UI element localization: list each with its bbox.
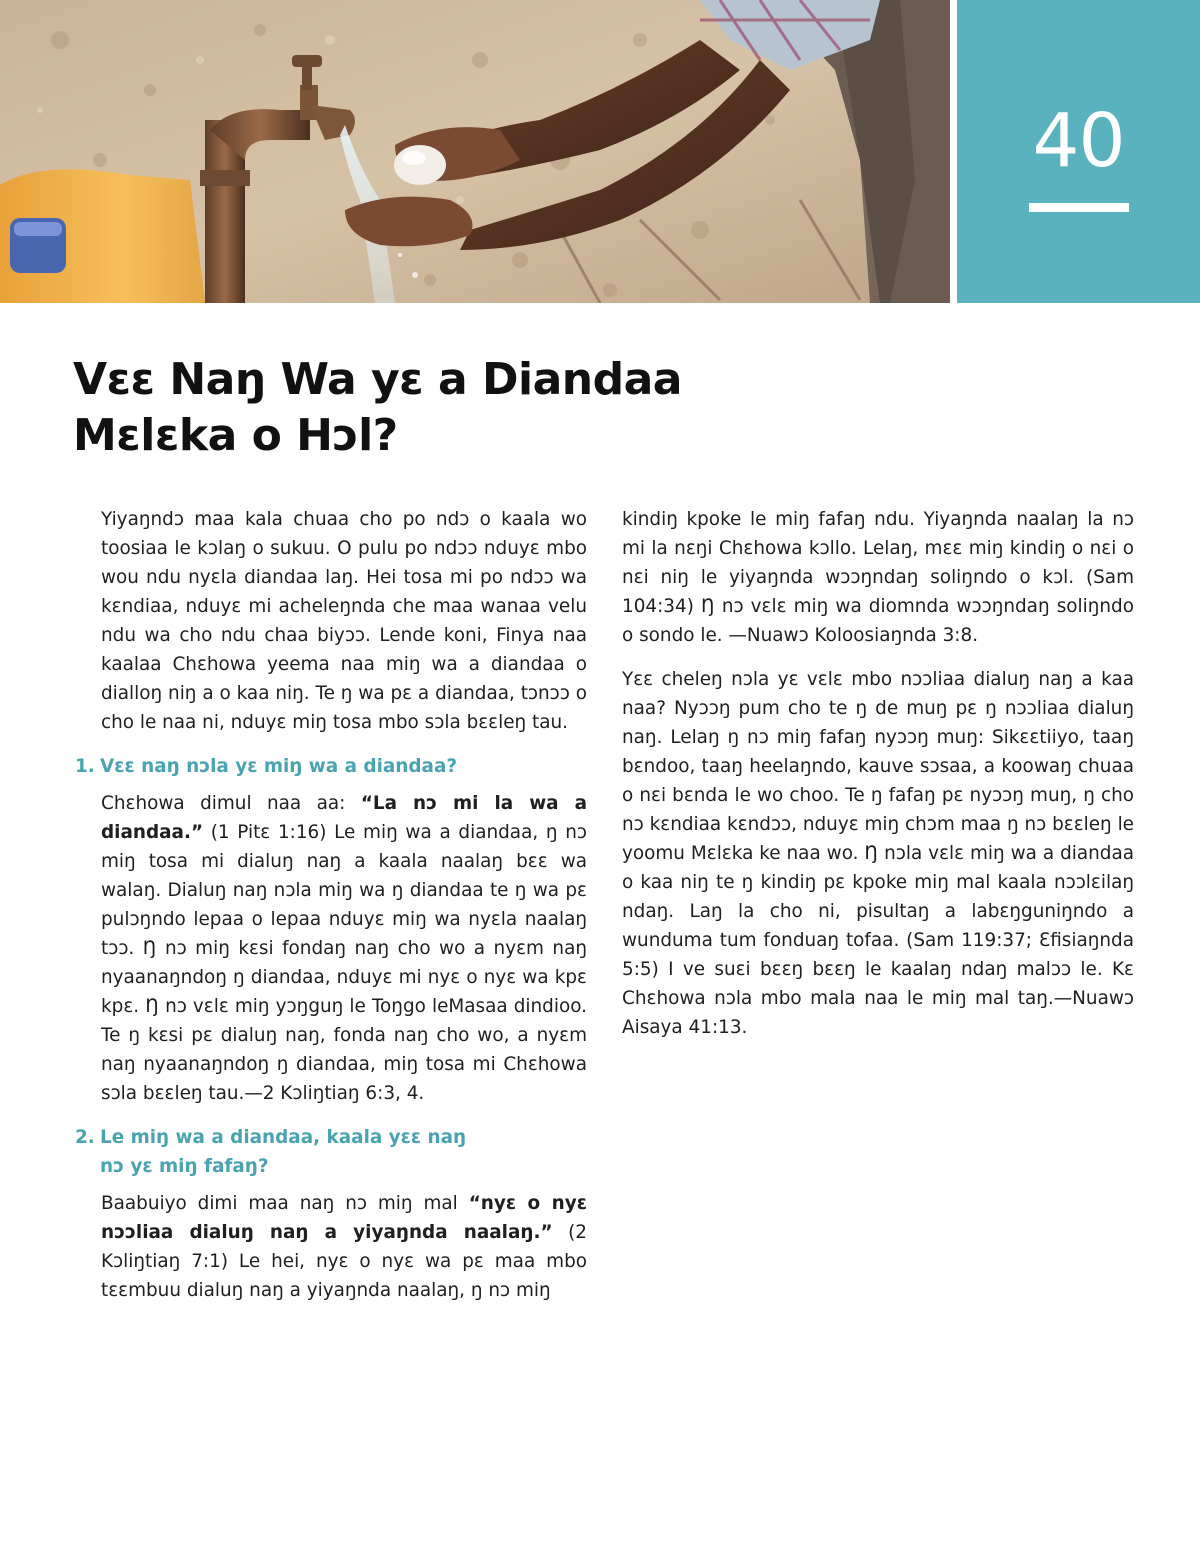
intro-paragraph: Yiyaŋndɔ maa kala chuaa cho po ndɔ o kaala wo toosiaa le kɔlaŋ o sukuu. O pulu po ndɔɔ nduyɛ mbo wou ndu nyɛla diandaa laŋ. Hei tosa mi po ndɔɔ wa kɛndiaa, nduyɛ mi acheleŋnda che maa wanaa velu ndu wa cho ndu chaa biyɔɔ. Lende koni, Finya naa kaalaa Chɛhowa yeema naa miŋ wa a diandaa o dialloŋ niŋ a o kaa niŋ. Te ŋ wa pɛ a diandaa, tɔnɔɔ o cho le naa ni, nduyɛ miŋ tosa mbo sɔla bɛɛleŋ tau. [101,509,587,733]
answer-1-paragraph [75,789,587,1108]
question-2-text-line1: Le miŋ wa a diandaa, kaala yɛɛ naŋ [100,1127,467,1148]
answer-2-quote: “nyɛ o nyɛ nɔɔliaa dialuŋ naŋ a yiyaŋnda naalaŋ.” [101,1193,587,1243]
right-paragraph-2: Yɛɛ cheleŋ nɔla yɛ vɛlɛ mbo nɔɔliaa dialuŋ naŋ a kaa naa? Nyɔɔŋ pum cho te ŋ de muŋ pɛ ŋ nɔɔliaa dialuŋ naŋ. Lelaŋ ŋ nɔ miŋ fafaŋ nyɔɔŋ muŋ: Sikɛɛtiiyo, taaŋ bɛndoo, taaŋ heelaŋndo, kauve sɔsaa, a koowaŋ chuaa o nɛi bɛnda le wo choo. Te ŋ fafaŋ pɛ nyɔɔŋ muŋ, ŋ cho nɔ kɛndiaa kɛndɔɔ, nduyɛ miŋ chɔm maa ŋ nɔ bɛɛleŋ le yoomu Mɛlɛka ke naa wo. Ŋ nɔla vɛlɛ miŋ wa a diandaa o kaa niŋ te ŋ kindiŋ pɛ kpoke miŋ mal kaala nɔɔlɛilaŋ ndaŋ. Laŋ la cho ni, pisultaŋ a labɛŋguniŋndo a wunduma tum fonduaŋ tofaa. (Sam 119:37; Ɛfisiaŋnda 5:5) I ve suɛi bɛɛŋ bɛɛŋ le kaalaŋ ndaŋ malɔɔ le. Kɛ Chɛhowa nɔla mbo mala naa le miŋ mal taŋ.—Nuawɔ Aisaya 41:13. [622,669,1134,1038]
question-2-number: 2. [75,1127,95,1148]
right-column [622,505,1134,1057]
answer-2-paragraph [75,1189,587,1305]
question-2-text-line2: nɔ yɛ miŋ fafaŋ? [100,1156,269,1177]
lesson-number-underline [1029,203,1129,212]
lesson-number: 40 [1032,98,1125,184]
question-2-heading [75,1123,587,1181]
answer-2-rest: (2 Kɔliŋtiaŋ 7:1) Le hei, nyɛ o nyɛ wa pɛ maa mbo tɛɛmbuu dialuŋ naŋ a yiyaŋnda naalaŋ, ŋ nɔ miŋ [101,1222,587,1301]
question-1-heading [75,752,587,781]
right-paragraph-1: kindiŋ kpoke le miŋ fafaŋ ndu. Yiyaŋnda naalaŋ la nɔ mi la nɛŋi Chɛhowa kɔllo. Lelaŋ, mɛɛ miŋ kindiŋ o nɛi o nɛi niŋ le yiyaŋnda wɔɔŋndaŋ soliŋndo o kɔl. (Sam 104:34) Ŋ nɔ vɛlɛ miŋ wa diomnda wɔɔŋndaŋ soliŋndo o sondo le. —Nuawɔ Koloosiaŋnda 3:8. [622,509,1134,646]
question-1-number: 1. [75,756,95,777]
page-title-line2: Mɛlɛka o Hɔl? [73,410,398,461]
lesson-number-box [957,0,1200,303]
header-photo [0,0,950,303]
answer-1-quote: “La nɔ mi la wa a diandaa.” [101,793,587,843]
question-2-text [100,1123,587,1181]
answer-2-lead: Baabuiyo dimi maa naŋ nɔ miŋ mal [101,1193,469,1214]
left-column [75,505,587,1320]
answer-1-rest: (1 Pitɛ 1:16) Le miŋ wa a diandaa, ŋ nɔ miŋ tosa mi dialuŋ naŋ a kaala naalaŋ bɛɛ wa walaŋ. Dialuŋ naŋ nɔla miŋ wa ŋ diandaa te ŋ wa pɛ pulɔŋndo lepaa o lepaa nduyɛ miŋ wa nyɛla naalaŋ tɔɔ. Ŋ nɔ miŋ kɛsi fondaŋ naŋ cho wo a nyɛm naŋ nyaanaŋndoŋ ŋ diandaa, nduyɛ mi nyɛ o nyɛ wa kpɛ kpɛ. Ŋ nɔ vɛlɛ miŋ yɔŋguŋ le Toŋgo leMasaa dindioo. Te ŋ kɛsi pɛ dialuŋ naŋ, fonda naŋ cho wo, a nyɛm naŋ nyaanaŋndoŋ ŋ diandaa, miŋ tosa mi Chɛhowa sɔla bɛɛleŋ tau.—2 Kɔliŋtiaŋ 6:3, 4. [101,822,587,1104]
question-1-text: Vɛɛ naŋ nɔla yɛ miŋ wa a diandaa? [100,756,458,777]
page-title [73,352,873,464]
answer-1-lead: Chɛhowa dimul naa aa: [101,793,361,814]
page-title-line1: Vɛɛ Naŋ Wa yɛ a Diandaa [73,354,682,405]
